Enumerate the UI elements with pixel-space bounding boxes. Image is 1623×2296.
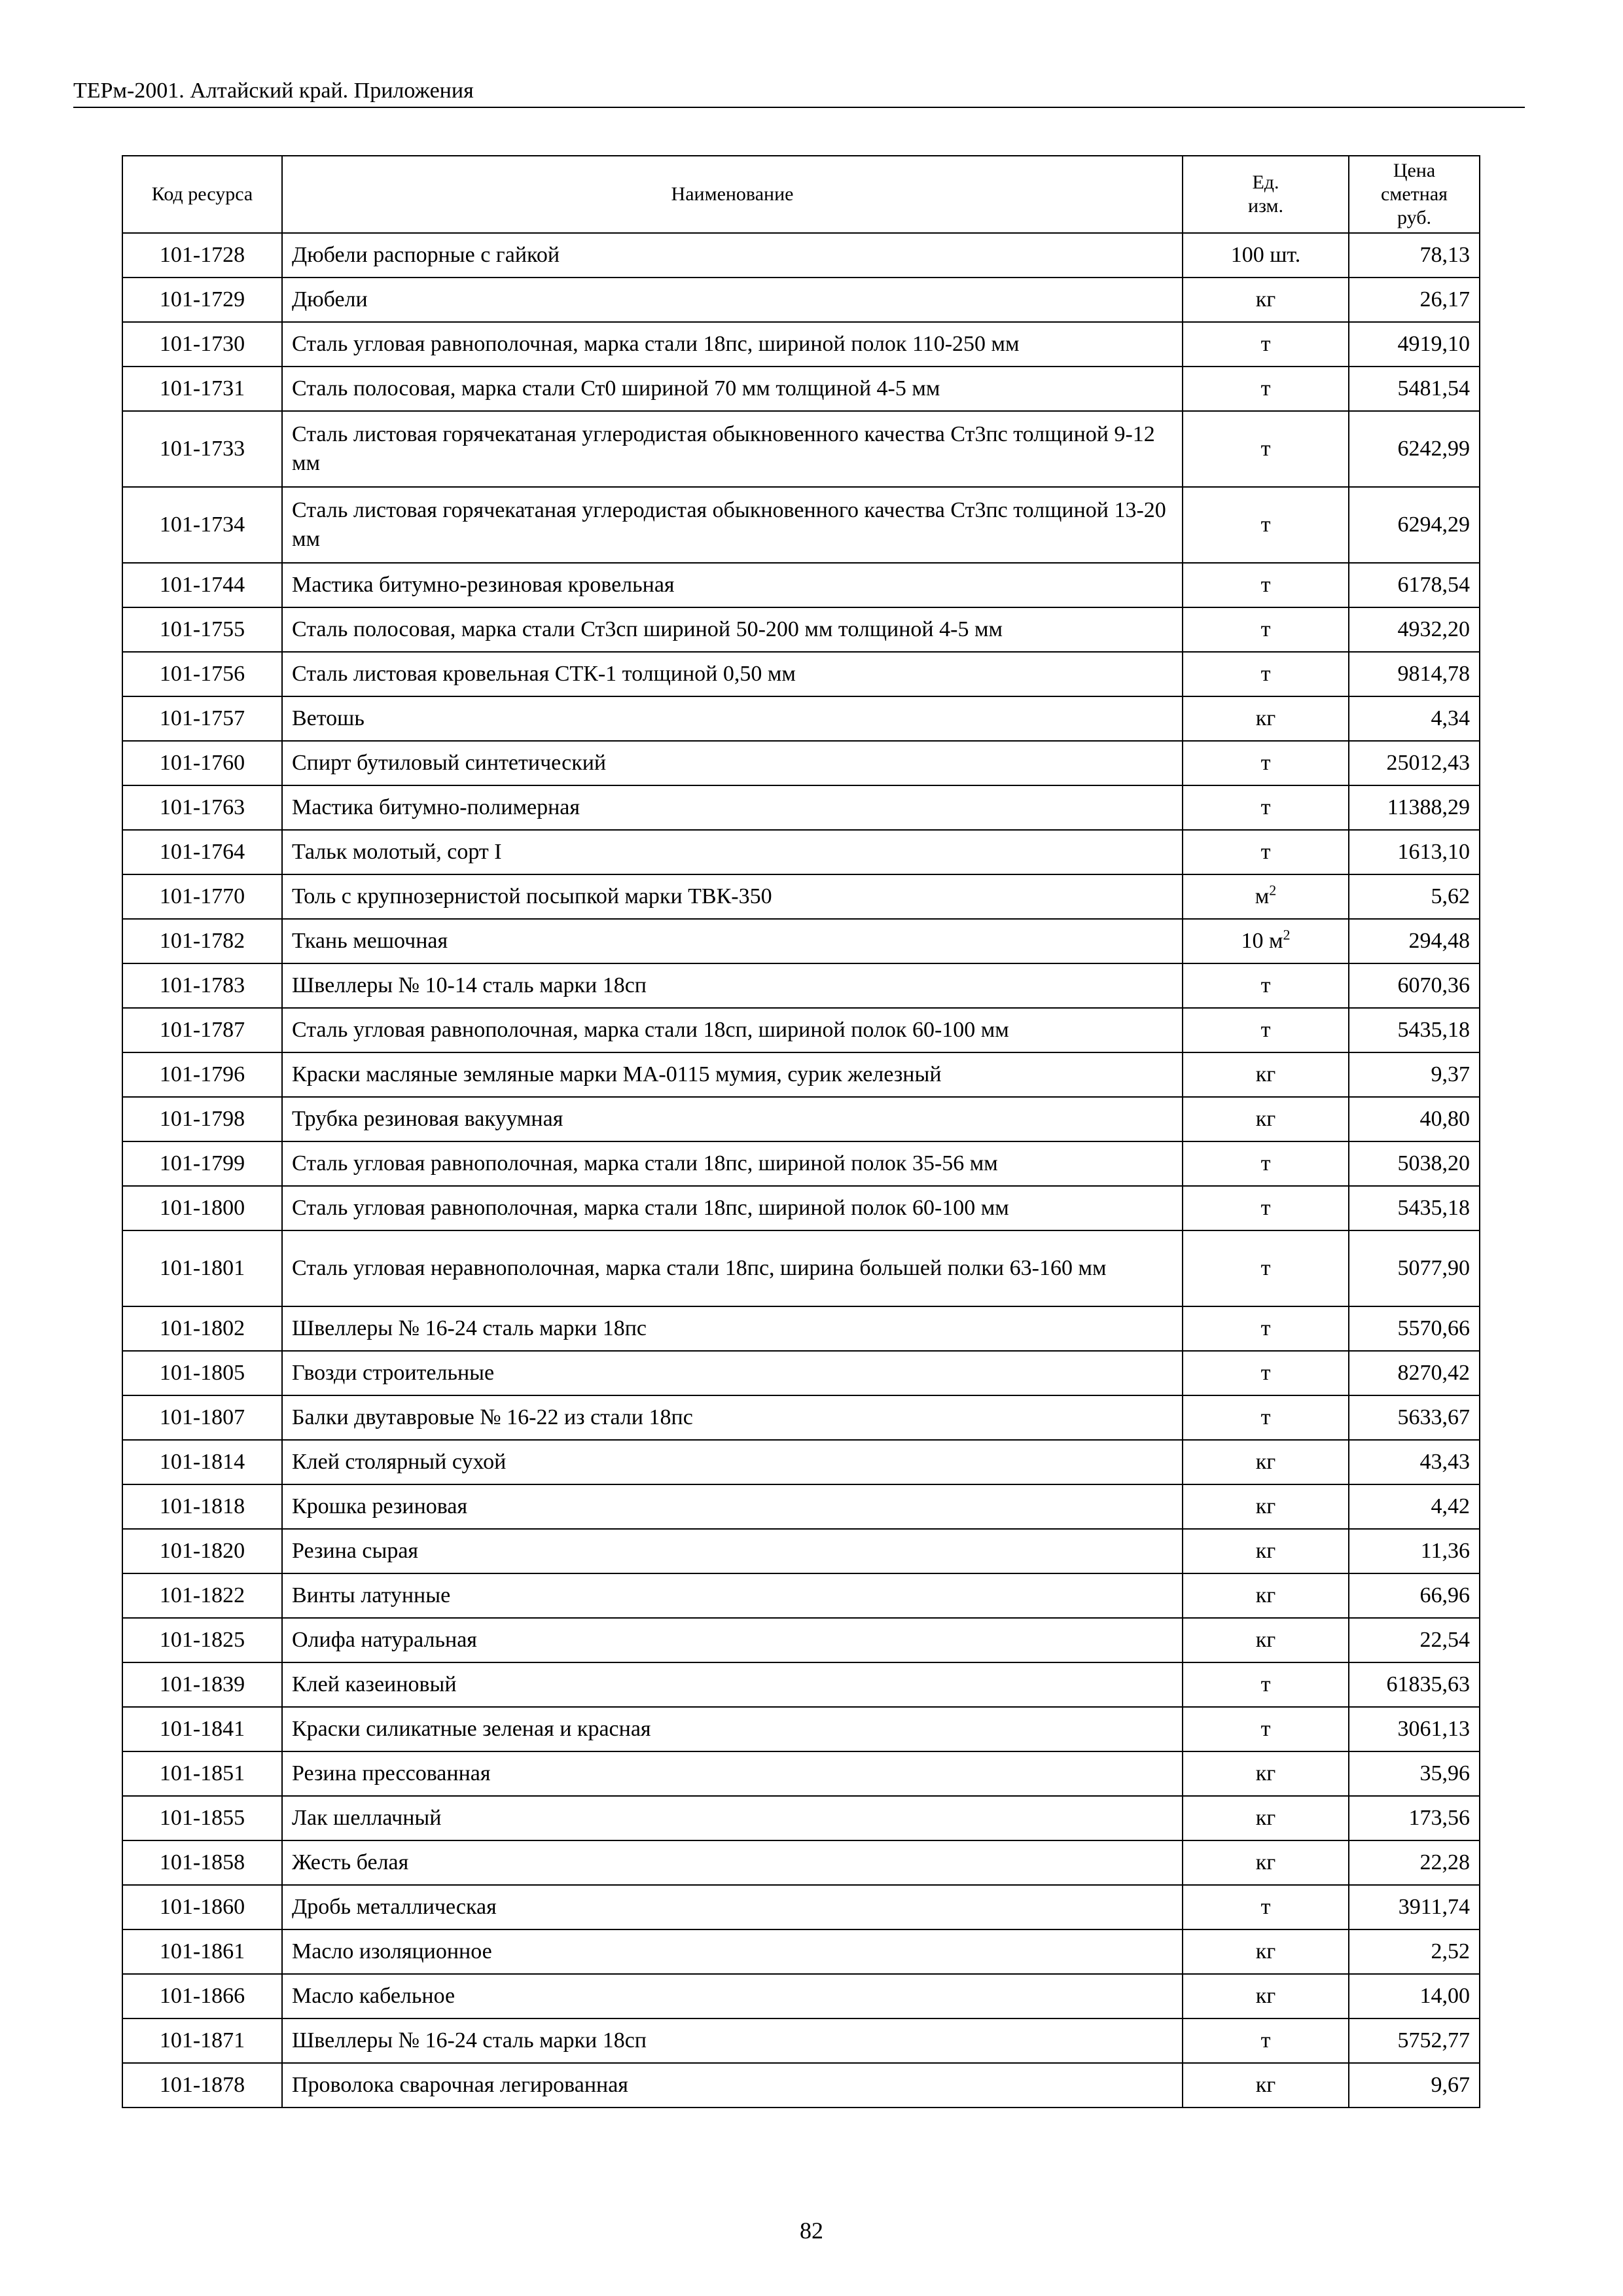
cell-unit-text: т	[1260, 795, 1271, 819]
cell-resource-code: 101-1822	[122, 1573, 282, 1618]
cell-resource-name: Швеллеры № 16-24 сталь марки 18пс	[282, 1306, 1183, 1351]
cell-resource-name: Спирт бутиловый синтетический	[282, 741, 1183, 785]
cell-unit	[1183, 874, 1349, 919]
cell-price: 5038,20	[1349, 1141, 1480, 1186]
table-row	[122, 2018, 1480, 2063]
cell-resource-name: Сталь листовая кровельная СТК-1 толщиной 0,50 мм	[282, 652, 1183, 696]
cell-resource-code: 101-1757	[122, 696, 282, 741]
cell-unit-text: т	[1260, 617, 1271, 641]
cell-unit	[1183, 1097, 1349, 1141]
cell-unit-text: 100 шт.	[1230, 243, 1301, 267]
cell-unit-text: т	[1260, 751, 1271, 775]
cell-unit	[1183, 652, 1349, 696]
cell-resource-code: 101-1799	[122, 1141, 282, 1186]
table-row	[122, 741, 1480, 785]
cell-price: 5481,54	[1349, 367, 1480, 411]
table-row	[122, 1974, 1480, 2018]
cell-resource-code: 101-1855	[122, 1796, 282, 1840]
cell-resource-code: 101-1807	[122, 1395, 282, 1440]
table-row	[122, 696, 1480, 741]
cell-price: 5435,18	[1349, 1008, 1480, 1052]
cell-resource-code: 101-1802	[122, 1306, 282, 1351]
cell-unit-text: т	[1260, 1361, 1271, 1385]
cell-unit	[1183, 696, 1349, 741]
cell-unit-text: т	[1260, 376, 1271, 401]
column-header-name	[282, 156, 1183, 233]
cell-unit-text: м	[1255, 884, 1270, 908]
cell-unit-text: кг	[1255, 1984, 1276, 2008]
cell-unit-superscript: 2	[1283, 926, 1291, 943]
cell-unit-text: кг	[1255, 1450, 1276, 1474]
cell-resource-code: 101-1798	[122, 1097, 282, 1141]
cell-unit-text: кг	[1255, 1062, 1276, 1086]
cell-price: 78,13	[1349, 233, 1480, 278]
cell-resource-code: 101-1787	[122, 1008, 282, 1052]
table-row	[122, 1796, 1480, 1840]
cell-price: 6242,99	[1349, 411, 1480, 487]
cell-unit	[1183, 367, 1349, 411]
cell-unit	[1183, 1529, 1349, 1573]
cell-unit	[1183, 1751, 1349, 1796]
cell-price: 5435,18	[1349, 1186, 1480, 1230]
table-row	[122, 1529, 1480, 1573]
cell-resource-name: Ткань мешочная	[282, 919, 1183, 963]
cell-price: 6294,29	[1349, 487, 1480, 563]
table-row	[122, 1230, 1480, 1306]
table-row	[122, 1141, 1480, 1186]
cell-resource-name: Балки двутавровые № 16-22 из стали 18пс	[282, 1395, 1183, 1440]
cell-price: 294,48	[1349, 919, 1480, 963]
table-row	[122, 1395, 1480, 1440]
column-header-price	[1349, 156, 1480, 233]
cell-price: 25012,43	[1349, 741, 1480, 785]
cell-resource-name: Олифа натуральная	[282, 1618, 1183, 1662]
cell-price: 8270,42	[1349, 1351, 1480, 1395]
cell-resource-code: 101-1756	[122, 652, 282, 696]
cell-resource-name: Дюбели	[282, 278, 1183, 322]
cell-unit-text: кг	[1255, 1939, 1276, 1964]
cell-resource-code: 101-1801	[122, 1230, 282, 1306]
cell-price: 66,96	[1349, 1573, 1480, 1618]
cell-unit	[1183, 1840, 1349, 1885]
table-row	[122, 411, 1480, 487]
cell-resource-code: 101-1825	[122, 1618, 282, 1662]
table-row	[122, 563, 1480, 607]
cell-price: 5077,90	[1349, 1230, 1480, 1306]
cell-resource-code: 101-1782	[122, 919, 282, 963]
cell-price: 5,62	[1349, 874, 1480, 919]
cell-unit-text: т	[1260, 2028, 1271, 2053]
cell-unit	[1183, 1618, 1349, 1662]
cell-price: 6178,54	[1349, 563, 1480, 607]
table-row	[122, 607, 1480, 652]
cell-unit	[1183, 1573, 1349, 1618]
cell-unit-text: т	[1260, 1672, 1271, 1696]
cell-resource-code: 101-1839	[122, 1662, 282, 1707]
cell-resource-name: Резина сырая	[282, 1529, 1183, 1573]
cell-unit-text: т	[1260, 1895, 1271, 1919]
table-row	[122, 1751, 1480, 1796]
table-row	[122, 785, 1480, 830]
cell-resource-code: 101-1731	[122, 367, 282, 411]
cell-unit-text: кг	[1255, 1107, 1276, 1131]
cell-price: 11,36	[1349, 1529, 1480, 1573]
table-header-row	[122, 156, 1480, 233]
cell-resource-name: Сталь угловая неравнополочная, марка стали 18пс, ширина большей полки 63-160 мм	[282, 1230, 1183, 1306]
cell-resource-code: 101-1763	[122, 785, 282, 830]
cell-price: 14,00	[1349, 1974, 1480, 2018]
cell-unit	[1183, 919, 1349, 963]
cell-resource-name: Сталь листовая горячекатаная углеродистая обыкновенного качества Ст3пс толщиной 9-12 мм	[282, 411, 1183, 487]
cell-unit-text: кг	[1255, 287, 1276, 312]
cell-unit-text: кг	[1255, 1761, 1276, 1785]
table-row	[122, 322, 1480, 367]
cell-price: 6070,36	[1349, 963, 1480, 1008]
cell-resource-code: 101-1733	[122, 411, 282, 487]
cell-price: 5633,67	[1349, 1395, 1480, 1440]
cell-price: 2,52	[1349, 1929, 1480, 1974]
cell-resource-code: 101-1728	[122, 233, 282, 278]
cell-unit	[1183, 1796, 1349, 1840]
cell-unit	[1183, 278, 1349, 322]
cell-unit	[1183, 1440, 1349, 1484]
table-row	[122, 1573, 1480, 1618]
table-row	[122, 652, 1480, 696]
cell-resource-name: Сталь листовая горячекатаная углеродистая обыкновенного качества Ст3пс толщиной 13-20 мм	[282, 487, 1183, 563]
cell-resource-code: 101-1814	[122, 1440, 282, 1484]
cell-unit	[1183, 1885, 1349, 1929]
resource-price-table-container	[122, 155, 1479, 2108]
cell-resource-name: Сталь угловая равнополочная, марка стали 18пс, шириной полок 35-56 мм	[282, 1141, 1183, 1186]
cell-resource-code: 101-1805	[122, 1351, 282, 1395]
table-row	[122, 233, 1480, 278]
table-row	[122, 278, 1480, 322]
table-row	[122, 1707, 1480, 1751]
cell-price: 4,42	[1349, 1484, 1480, 1529]
cell-resource-name: Жесть белая	[282, 1840, 1183, 1885]
cell-unit-text: т	[1260, 1316, 1271, 1340]
cell-price: 9,67	[1349, 2063, 1480, 2108]
cell-price: 3061,13	[1349, 1707, 1480, 1751]
cell-unit	[1183, 322, 1349, 367]
cell-resource-code: 101-1820	[122, 1529, 282, 1573]
cell-unit	[1183, 1230, 1349, 1306]
cell-unit-text: т	[1260, 1196, 1271, 1220]
table-row	[122, 367, 1480, 411]
cell-price: 61835,63	[1349, 1662, 1480, 1707]
cell-unit-text: 10 м	[1241, 929, 1283, 953]
table-row	[122, 1618, 1480, 1662]
table-row	[122, 1186, 1480, 1230]
page-header	[73, 75, 1525, 108]
cell-price: 22,28	[1349, 1840, 1480, 1885]
cell-unit	[1183, 1484, 1349, 1529]
cell-resource-name: Резина прессованная	[282, 1751, 1183, 1796]
cell-resource-code: 101-1871	[122, 2018, 282, 2063]
cell-resource-name: Сталь полосовая, марка стали Ст3сп шириной 50-200 мм толщиной 4-5 мм	[282, 607, 1183, 652]
cell-price: 9,37	[1349, 1052, 1480, 1097]
cell-unit	[1183, 1008, 1349, 1052]
cell-resource-name: Швеллеры № 16-24 сталь марки 18сп	[282, 2018, 1183, 2063]
cell-unit	[1183, 233, 1349, 278]
column-header-code-label: Код ресурса	[151, 183, 253, 205]
cell-resource-name: Сталь угловая равнополочная, марка стали 18сп, шириной полок 60-100 мм	[282, 1008, 1183, 1052]
cell-unit	[1183, 2063, 1349, 2108]
table-row	[122, 1929, 1480, 1974]
column-header-unit-line2: изм.	[1248, 195, 1283, 217]
cell-price: 1613,10	[1349, 830, 1480, 874]
cell-price: 4919,10	[1349, 322, 1480, 367]
cell-unit	[1183, 1052, 1349, 1097]
cell-resource-name: Сталь угловая равнополочная, марка стали 18пс, шириной полок 60-100 мм	[282, 1186, 1183, 1230]
cell-unit-text: т	[1260, 573, 1271, 597]
table-row	[122, 1097, 1480, 1141]
cell-unit-text: кг	[1255, 1628, 1276, 1652]
cell-resource-code: 101-1783	[122, 963, 282, 1008]
cell-resource-name: Мастика битумно-полимерная	[282, 785, 1183, 830]
cell-resource-name: Трубка резиновая вакуумная	[282, 1097, 1183, 1141]
table-row	[122, 830, 1480, 874]
table-row	[122, 1008, 1480, 1052]
cell-price: 4932,20	[1349, 607, 1480, 652]
resource-price-table	[122, 155, 1480, 2108]
cell-resource-name: Лак шеллачный	[282, 1796, 1183, 1840]
column-header-code	[122, 156, 282, 233]
cell-price: 40,80	[1349, 1097, 1480, 1141]
cell-resource-code: 101-1755	[122, 607, 282, 652]
cell-resource-name: Дюбели распорные с гайкой	[282, 233, 1183, 278]
cell-resource-name: Мастика битумно-резиновая кровельная	[282, 563, 1183, 607]
cell-resource-name: Сталь полосовая, марка стали Ст0 шириной 70 мм толщиной 4-5 мм	[282, 367, 1183, 411]
cell-resource-name: Краски силикатные зеленая и красная	[282, 1707, 1183, 1751]
cell-resource-code: 101-1744	[122, 563, 282, 607]
cell-unit	[1183, 487, 1349, 563]
cell-resource-name: Винты латунные	[282, 1573, 1183, 1618]
cell-resource-code: 101-1861	[122, 1929, 282, 1974]
cell-unit	[1183, 2018, 1349, 2063]
table-body	[122, 233, 1480, 2108]
cell-resource-name: Толь с крупнозернистой посыпкой марки ТВК-350	[282, 874, 1183, 919]
cell-unit	[1183, 1306, 1349, 1351]
cell-unit-text: т	[1260, 332, 1271, 356]
cell-unit	[1183, 963, 1349, 1008]
cell-resource-name: Краски масляные земляные марки МА-0115 мумия, сурик железный	[282, 1052, 1183, 1097]
cell-resource-name: Крошка резиновая	[282, 1484, 1183, 1529]
cell-resource-name: Ветошь	[282, 696, 1183, 741]
column-header-unit	[1183, 156, 1349, 233]
cell-unit	[1183, 830, 1349, 874]
cell-unit-superscript: 2	[1269, 882, 1277, 899]
cell-price: 5570,66	[1349, 1306, 1480, 1351]
cell-unit	[1183, 741, 1349, 785]
cell-unit	[1183, 1395, 1349, 1440]
table-row	[122, 487, 1480, 563]
cell-price: 3911,74	[1349, 1885, 1480, 1929]
cell-unit-text: т	[1260, 1256, 1271, 1280]
cell-price: 173,56	[1349, 1796, 1480, 1840]
table-row	[122, 874, 1480, 919]
cell-price: 11388,29	[1349, 785, 1480, 830]
cell-unit-text: т	[1260, 662, 1271, 686]
cell-price: 9814,78	[1349, 652, 1480, 696]
cell-resource-name: Проволока сварочная легированная	[282, 2063, 1183, 2108]
table-row	[122, 1351, 1480, 1395]
page-number: 82	[800, 2217, 823, 2244]
table-row	[122, 2063, 1480, 2108]
cell-price: 26,17	[1349, 278, 1480, 322]
cell-resource-code: 101-1860	[122, 1885, 282, 1929]
document-title: ТЕРм-2001. Алтайский край. Приложения	[73, 79, 474, 103]
cell-unit	[1183, 1141, 1349, 1186]
cell-unit-text: т	[1260, 1151, 1271, 1175]
cell-resource-name: Масло изоляционное	[282, 1929, 1183, 1974]
table-row	[122, 1440, 1480, 1484]
table-row	[122, 1885, 1480, 1929]
table-row	[122, 1840, 1480, 1885]
cell-resource-code: 101-1841	[122, 1707, 282, 1751]
cell-price: 43,43	[1349, 1440, 1480, 1484]
cell-unit-text: т	[1260, 1405, 1271, 1429]
cell-resource-code: 101-1730	[122, 322, 282, 367]
cell-resource-name: Клей казеиновый	[282, 1662, 1183, 1707]
cell-resource-code: 101-1851	[122, 1751, 282, 1796]
cell-unit-text: т	[1260, 973, 1271, 997]
cell-resource-name: Сталь угловая равнополочная, марка стали 18пс, шириной полок 110-250 мм	[282, 322, 1183, 367]
table-row	[122, 1052, 1480, 1097]
cell-resource-name: Тальк молотый, сорт I	[282, 830, 1183, 874]
cell-price: 22,54	[1349, 1618, 1480, 1662]
table-row	[122, 1662, 1480, 1707]
cell-resource-code: 101-1818	[122, 1484, 282, 1529]
cell-resource-code: 101-1760	[122, 741, 282, 785]
cell-resource-name: Швеллеры № 10-14 сталь марки 18сп	[282, 963, 1183, 1008]
cell-unit-text: кг	[1255, 1539, 1276, 1563]
cell-unit	[1183, 785, 1349, 830]
cell-unit-text: т	[1260, 437, 1271, 461]
cell-unit	[1183, 563, 1349, 607]
cell-resource-name: Дробь металлическая	[282, 1885, 1183, 1929]
cell-unit	[1183, 1351, 1349, 1395]
table-row	[122, 1484, 1480, 1529]
cell-unit-text: кг	[1255, 1850, 1276, 1874]
table-row	[122, 919, 1480, 963]
cell-resource-code: 101-1796	[122, 1052, 282, 1097]
column-header-unit-line1: Ед.	[1252, 171, 1279, 193]
cell-unit-text: кг	[1255, 1806, 1276, 1830]
cell-resource-name: Клей столярный сухой	[282, 1440, 1183, 1484]
page-footer	[0, 2217, 1623, 2244]
cell-unit-text: т	[1260, 1717, 1271, 1741]
cell-resource-name: Масло кабельное	[282, 1974, 1183, 2018]
cell-resource-code: 101-1729	[122, 278, 282, 322]
cell-unit	[1183, 1929, 1349, 1974]
cell-resource-code: 101-1770	[122, 874, 282, 919]
cell-resource-code: 101-1858	[122, 1840, 282, 1885]
cell-resource-code: 101-1800	[122, 1186, 282, 1230]
cell-unit	[1183, 1186, 1349, 1230]
cell-unit-text: т	[1260, 840, 1271, 864]
cell-unit	[1183, 1974, 1349, 2018]
cell-unit	[1183, 607, 1349, 652]
cell-resource-code: 101-1878	[122, 2063, 282, 2108]
cell-unit-text: т	[1260, 1018, 1271, 1042]
cell-price: 5752,77	[1349, 2018, 1480, 2063]
cell-resource-code: 101-1764	[122, 830, 282, 874]
cell-resource-name: Гвозди строительные	[282, 1351, 1183, 1395]
column-header-name-label: Наименование	[671, 183, 794, 205]
cell-price: 4,34	[1349, 696, 1480, 741]
cell-resource-code: 101-1734	[122, 487, 282, 563]
cell-unit	[1183, 411, 1349, 487]
cell-unit-text: кг	[1255, 706, 1276, 730]
table-row	[122, 1306, 1480, 1351]
cell-unit	[1183, 1707, 1349, 1751]
cell-unit-text: т	[1260, 512, 1271, 537]
column-header-price-line2: руб.	[1397, 207, 1431, 228]
cell-unit-text: кг	[1255, 1583, 1276, 1607]
table-row	[122, 963, 1480, 1008]
cell-unit-text: кг	[1255, 2073, 1276, 2097]
cell-unit	[1183, 1662, 1349, 1707]
cell-price: 35,96	[1349, 1751, 1480, 1796]
column-header-price-line1: Цена сметная	[1381, 160, 1448, 205]
cell-unit-text: кг	[1255, 1494, 1276, 1518]
cell-resource-code: 101-1866	[122, 1974, 282, 2018]
